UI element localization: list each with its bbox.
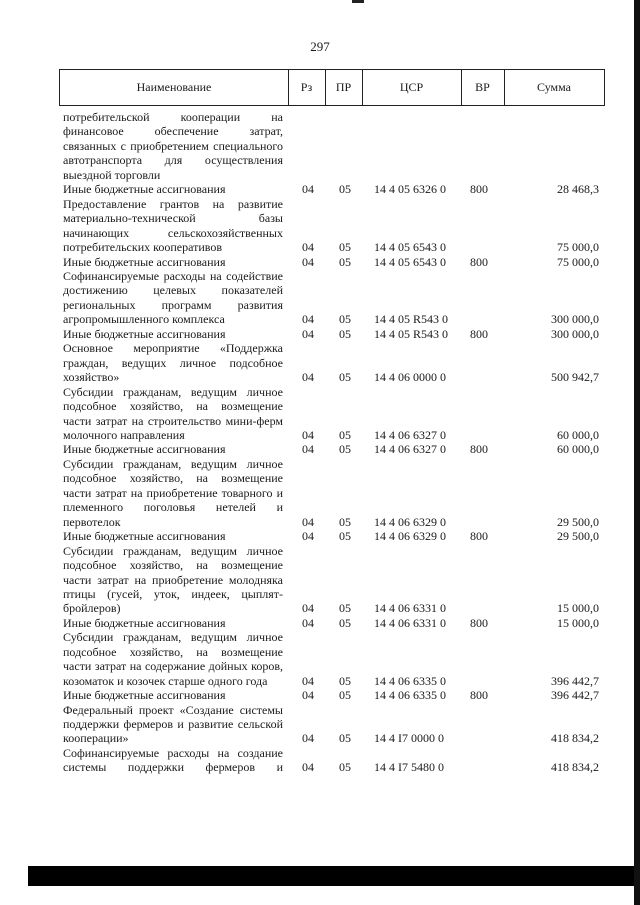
row-name: Федеральный проект «Создание системы поддержки фермеров и развитие сельской кооперации»: [63, 702, 283, 746]
row-name: Иные бюджетные ассигнования: [63, 182, 226, 197]
table-row: [0, 110, 640, 182]
row-rz: 04: [302, 601, 314, 616]
table-row: [0, 197, 640, 255]
header-csr: ЦСР: [399, 80, 424, 94]
row-rz: 04: [302, 326, 314, 341]
row-sum: 29 500,0: [557, 529, 599, 544]
row-vr: 800: [470, 326, 488, 341]
row-pr: 05: [339, 601, 351, 616]
table-row: [0, 442, 640, 456]
row-sum: 15 000,0: [557, 615, 599, 630]
table-row: [0, 457, 640, 529]
row-vr: 800: [470, 688, 488, 703]
header-vr: ВР: [475, 80, 490, 94]
row-vr: 800: [470, 615, 488, 630]
row-pr: 05: [339, 182, 351, 197]
row-csr: 14 4 06 6329 0: [374, 514, 446, 529]
row-name: Иные бюджетные ассигнования: [63, 254, 226, 269]
row-rz: 04: [302, 529, 314, 544]
row-sum: 500 942,7: [551, 370, 599, 385]
row-rz: 04: [302, 760, 314, 775]
header-sum: Сумма: [537, 80, 571, 94]
row-pr: 05: [339, 370, 351, 385]
row-pr: 05: [339, 326, 351, 341]
table-row: [0, 182, 640, 196]
table-row: [0, 269, 640, 327]
row-pr: 05: [339, 673, 351, 688]
table-row: [0, 341, 640, 384]
row-rz: 04: [302, 673, 314, 688]
row-name: Субсидии гражданам, ведущим личное подсобное хозяйство, на возмещение части затрат на приобретение молодняка птицы (гусей, уток, индеек, цыплят-бройлеров): [63, 543, 283, 616]
row-sum: 300 000,0: [551, 326, 599, 341]
table-row: [0, 327, 640, 341]
row-name: Иные бюджетные ассигнования: [63, 529, 226, 544]
row-csr: 14 4 06 6335 0: [374, 688, 446, 703]
table-row: [0, 255, 640, 269]
table-row: [0, 746, 640, 775]
header-rz: Рз: [300, 80, 313, 94]
row-pr: 05: [339, 427, 351, 442]
row-sum: 75 000,0: [557, 254, 599, 269]
row-name: Софинансируемые расходы на создание системы поддержки фермеров и: [63, 745, 283, 775]
header-pr: ПР: [335, 80, 352, 94]
row-pr: 05: [339, 254, 351, 269]
table-row: [0, 688, 640, 702]
table-row: [0, 529, 640, 543]
row-csr: 14 4 06 6331 0: [374, 601, 446, 616]
row-sum: 396 442,7: [551, 688, 599, 703]
row-sum: 60 000,0: [557, 442, 599, 457]
row-name: Иные бюджетные ассигнования: [63, 326, 226, 341]
row-rz: 04: [302, 312, 314, 327]
table-row: [0, 544, 640, 616]
row-csr: 14 4 05 6326 0: [374, 182, 446, 197]
row-pr: 05: [339, 514, 351, 529]
row-csr: 14 4 05 R543 0: [374, 312, 449, 327]
row-name: Иные бюджетные ассигнования: [63, 688, 226, 703]
row-rz: 04: [302, 442, 314, 457]
row-csr: 14 4 I7 5480 0: [374, 760, 444, 775]
row-sum: 60 000,0: [557, 427, 599, 442]
row-rz: 04: [302, 254, 314, 269]
row-sum: 418 834,2: [551, 760, 599, 775]
row-csr: 14 4 05 R543 0: [374, 326, 449, 341]
row-rz: 04: [302, 615, 314, 630]
row-rz: 04: [302, 514, 314, 529]
row-sum: 300 000,0: [551, 312, 599, 327]
row-csr: 14 4 06 6329 0: [374, 529, 446, 544]
row-name: Предоставление грантов на развитие материально-технической базы начинающих сельскохозяйственных потребительских кооперативов: [63, 196, 283, 255]
row-sum: 28 468,3: [557, 182, 599, 197]
row-rz: 04: [302, 688, 314, 703]
row-rz: 04: [302, 731, 314, 746]
row-rz: 04: [302, 182, 314, 197]
row-pr: 05: [339, 529, 351, 544]
row-csr: 14 4 06 0000 0: [374, 370, 446, 385]
row-name: Иные бюджетные ассигнования: [63, 442, 226, 457]
table-header: [59, 69, 605, 106]
row-sum: 29 500,0: [557, 514, 599, 529]
row-sum: 396 442,7: [551, 673, 599, 688]
scan-border: [28, 866, 634, 886]
table-row: [0, 630, 640, 688]
row-csr: 14 4 06 6331 0: [374, 615, 446, 630]
row-name: Субсидии гражданам, ведущим личное подсобное хозяйство, на возмещение части затрат на приобретение товарного и племенного поголовья нетелей и первотелок: [63, 456, 283, 529]
scan-mark: [352, 0, 364, 3]
row-name: потребительской кооперации на финансовое обеспечение затрат, связанных с приобретением специального автотранспорта для осуществления выездной торговли: [63, 110, 283, 182]
row-rz: 04: [302, 240, 314, 255]
table-row: [0, 385, 640, 443]
row-pr: 05: [339, 731, 351, 746]
row-pr: 05: [339, 442, 351, 457]
row-csr: 14 4 06 6327 0: [374, 427, 446, 442]
row-name: Иные бюджетные ассигнования: [63, 615, 226, 630]
row-vr: 800: [470, 529, 488, 544]
row-pr: 05: [339, 760, 351, 775]
row-name: Софинансируемые расходы на содействие достижению целевых показателей региональных программ развития агропромышленного комплекса: [63, 268, 283, 327]
row-rz: 04: [302, 370, 314, 385]
row-sum: 75 000,0: [557, 240, 599, 255]
row-csr: 14 4 05 6543 0: [374, 240, 446, 255]
page-number: 297: [310, 39, 330, 54]
row-sum: 418 834,2: [551, 731, 599, 746]
row-sum: 15 000,0: [557, 601, 599, 616]
row-pr: 05: [339, 688, 351, 703]
row-pr: 05: [339, 615, 351, 630]
row-vr: 800: [470, 182, 488, 197]
row-pr: 05: [339, 312, 351, 327]
row-csr: 14 4 05 6543 0: [374, 254, 446, 269]
header-name: Наименование: [136, 80, 212, 94]
row-vr: 800: [470, 442, 488, 457]
row-csr: 14 4 06 6327 0: [374, 442, 446, 457]
row-csr: 14 4 I7 0000 0: [374, 731, 444, 746]
row-name: Субсидии гражданам, ведущим личное подсобное хозяйство, на возмещение части затрат на содержание дойных коров, козоматок и козочек старше одного года: [63, 630, 283, 688]
row-name: Основное мероприятие «Поддержка граждан, ведущих личное подсобное хозяйство»: [63, 341, 283, 385]
row-name: Субсидии гражданам, ведущим личное подсобное хозяйство, на возмещение части затрат на строительство мини-ферм молочного направления: [63, 384, 283, 442]
row-rz: 04: [302, 427, 314, 442]
row-csr: 14 4 06 6335 0: [374, 673, 446, 688]
table-body: [0, 110, 640, 775]
table-row: [0, 703, 640, 746]
row-vr: 800: [470, 254, 488, 269]
row-pr: 05: [339, 240, 351, 255]
table-row: [0, 616, 640, 630]
